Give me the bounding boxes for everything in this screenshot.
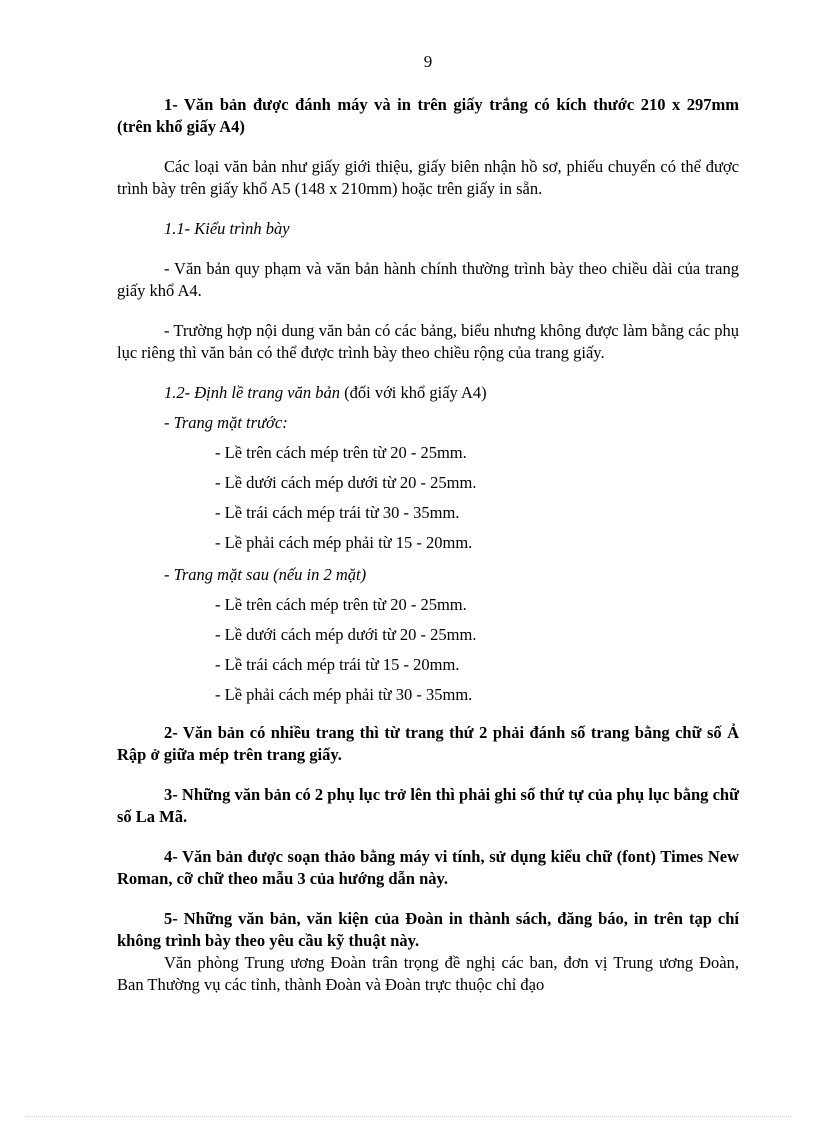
section-2: 2- Văn bản có nhiều trang thì từ trang thứ 2 phải đánh số trang bằng chữ số Ả Rập ở giữa mép trên trang giấy.: [117, 723, 739, 764]
back-margin-list: [117, 594, 739, 706]
closing-paragraph: Văn phòng Trung ương Đoàn trân trọng đề nghị các ban, đơn vị Trung ương Đoàn, Ban Thường vụ các tỉnh, thành Đoàn và Đoàn trực thuộc chỉ đạo: [117, 953, 739, 994]
section-1-heading: 1- Văn bản được đánh máy và in trên giấy trắng có kích thước 210 x 297mm (trên khổ giấy A4): [117, 95, 739, 136]
section-3: 3- Những văn bản có 2 phụ lục trở lên thì phải ghi số thứ tự của phụ lục bằng chữ số La Mã.: [117, 785, 739, 826]
list-item: - Lề dưới cách mép dưới từ 20 - 25mm.: [215, 473, 477, 492]
section-1-2-heading-italic: 1.2- Định lề trang văn bản: [164, 383, 340, 402]
page-bottom-divider: [25, 1116, 791, 1117]
section-4: 4- Văn bản được soạn thảo bằng máy vi tính, sử dụng kiểu chữ (font) Times New Roman, cỡ chữ theo mẫu 3 của hướng dẫn này.: [117, 847, 739, 888]
list-item: - Lề trái cách mép trái từ 30 - 35mm.: [215, 503, 460, 522]
section-1-1-paragraph-1: - Văn bản quy phạm và văn bản hành chính thường trình bày theo chiều dài của trang giấy khổ A4.: [117, 259, 739, 300]
section-1-body: Các loại văn bản như giấy giới thiệu, giấy biên nhận hồ sơ, phiếu chuyển có thể được trình bày trên giấy khổ A5 (148 x 210mm) hoặc trên giấy in sẵn.: [117, 157, 739, 198]
front-page-label: - Trang mặt trước:: [164, 413, 288, 432]
list-item: - Lề phải cách mép phải từ 15 - 20mm.: [215, 533, 473, 552]
section-5: 5- Những văn bản, văn kiện của Đoàn in thành sách, đăng báo, in trên tạp chí không trình bày theo yêu cầu kỹ thuật này.: [117, 909, 739, 950]
list-item: - Lề dưới cách mép dưới từ 20 - 25mm.: [215, 625, 477, 644]
section-1-1-paragraph-2: - Trường hợp nội dung văn bản có các bảng, biểu nhưng không được làm bằng các phụ lục riêng thì văn bản có thể được trình bày theo chiều rộng của trang giấy.: [117, 321, 739, 362]
list-item: - Lề trên cách mép trên từ 20 - 25mm.: [215, 443, 467, 462]
page-number: 9: [423, 52, 433, 71]
section-1-2-heading-rest: (đối với khổ giấy A4): [339, 383, 487, 402]
front-margin-list: [117, 442, 739, 554]
document-body: [117, 94, 739, 996]
section-1-2-heading: [117, 382, 739, 404]
list-item: - Lề trên cách mép trên từ 20 - 25mm.: [215, 595, 467, 614]
list-item: - Lề trái cách mép trái từ 15 - 20mm.: [215, 655, 460, 674]
back-page-label: - Trang mặt sau (nếu in 2 mặt): [164, 565, 367, 584]
list-item: - Lề phải cách mép phải từ 30 - 35mm.: [215, 685, 473, 704]
section-1-1-heading: 1.1- Kiểu trình bày: [164, 219, 290, 238]
